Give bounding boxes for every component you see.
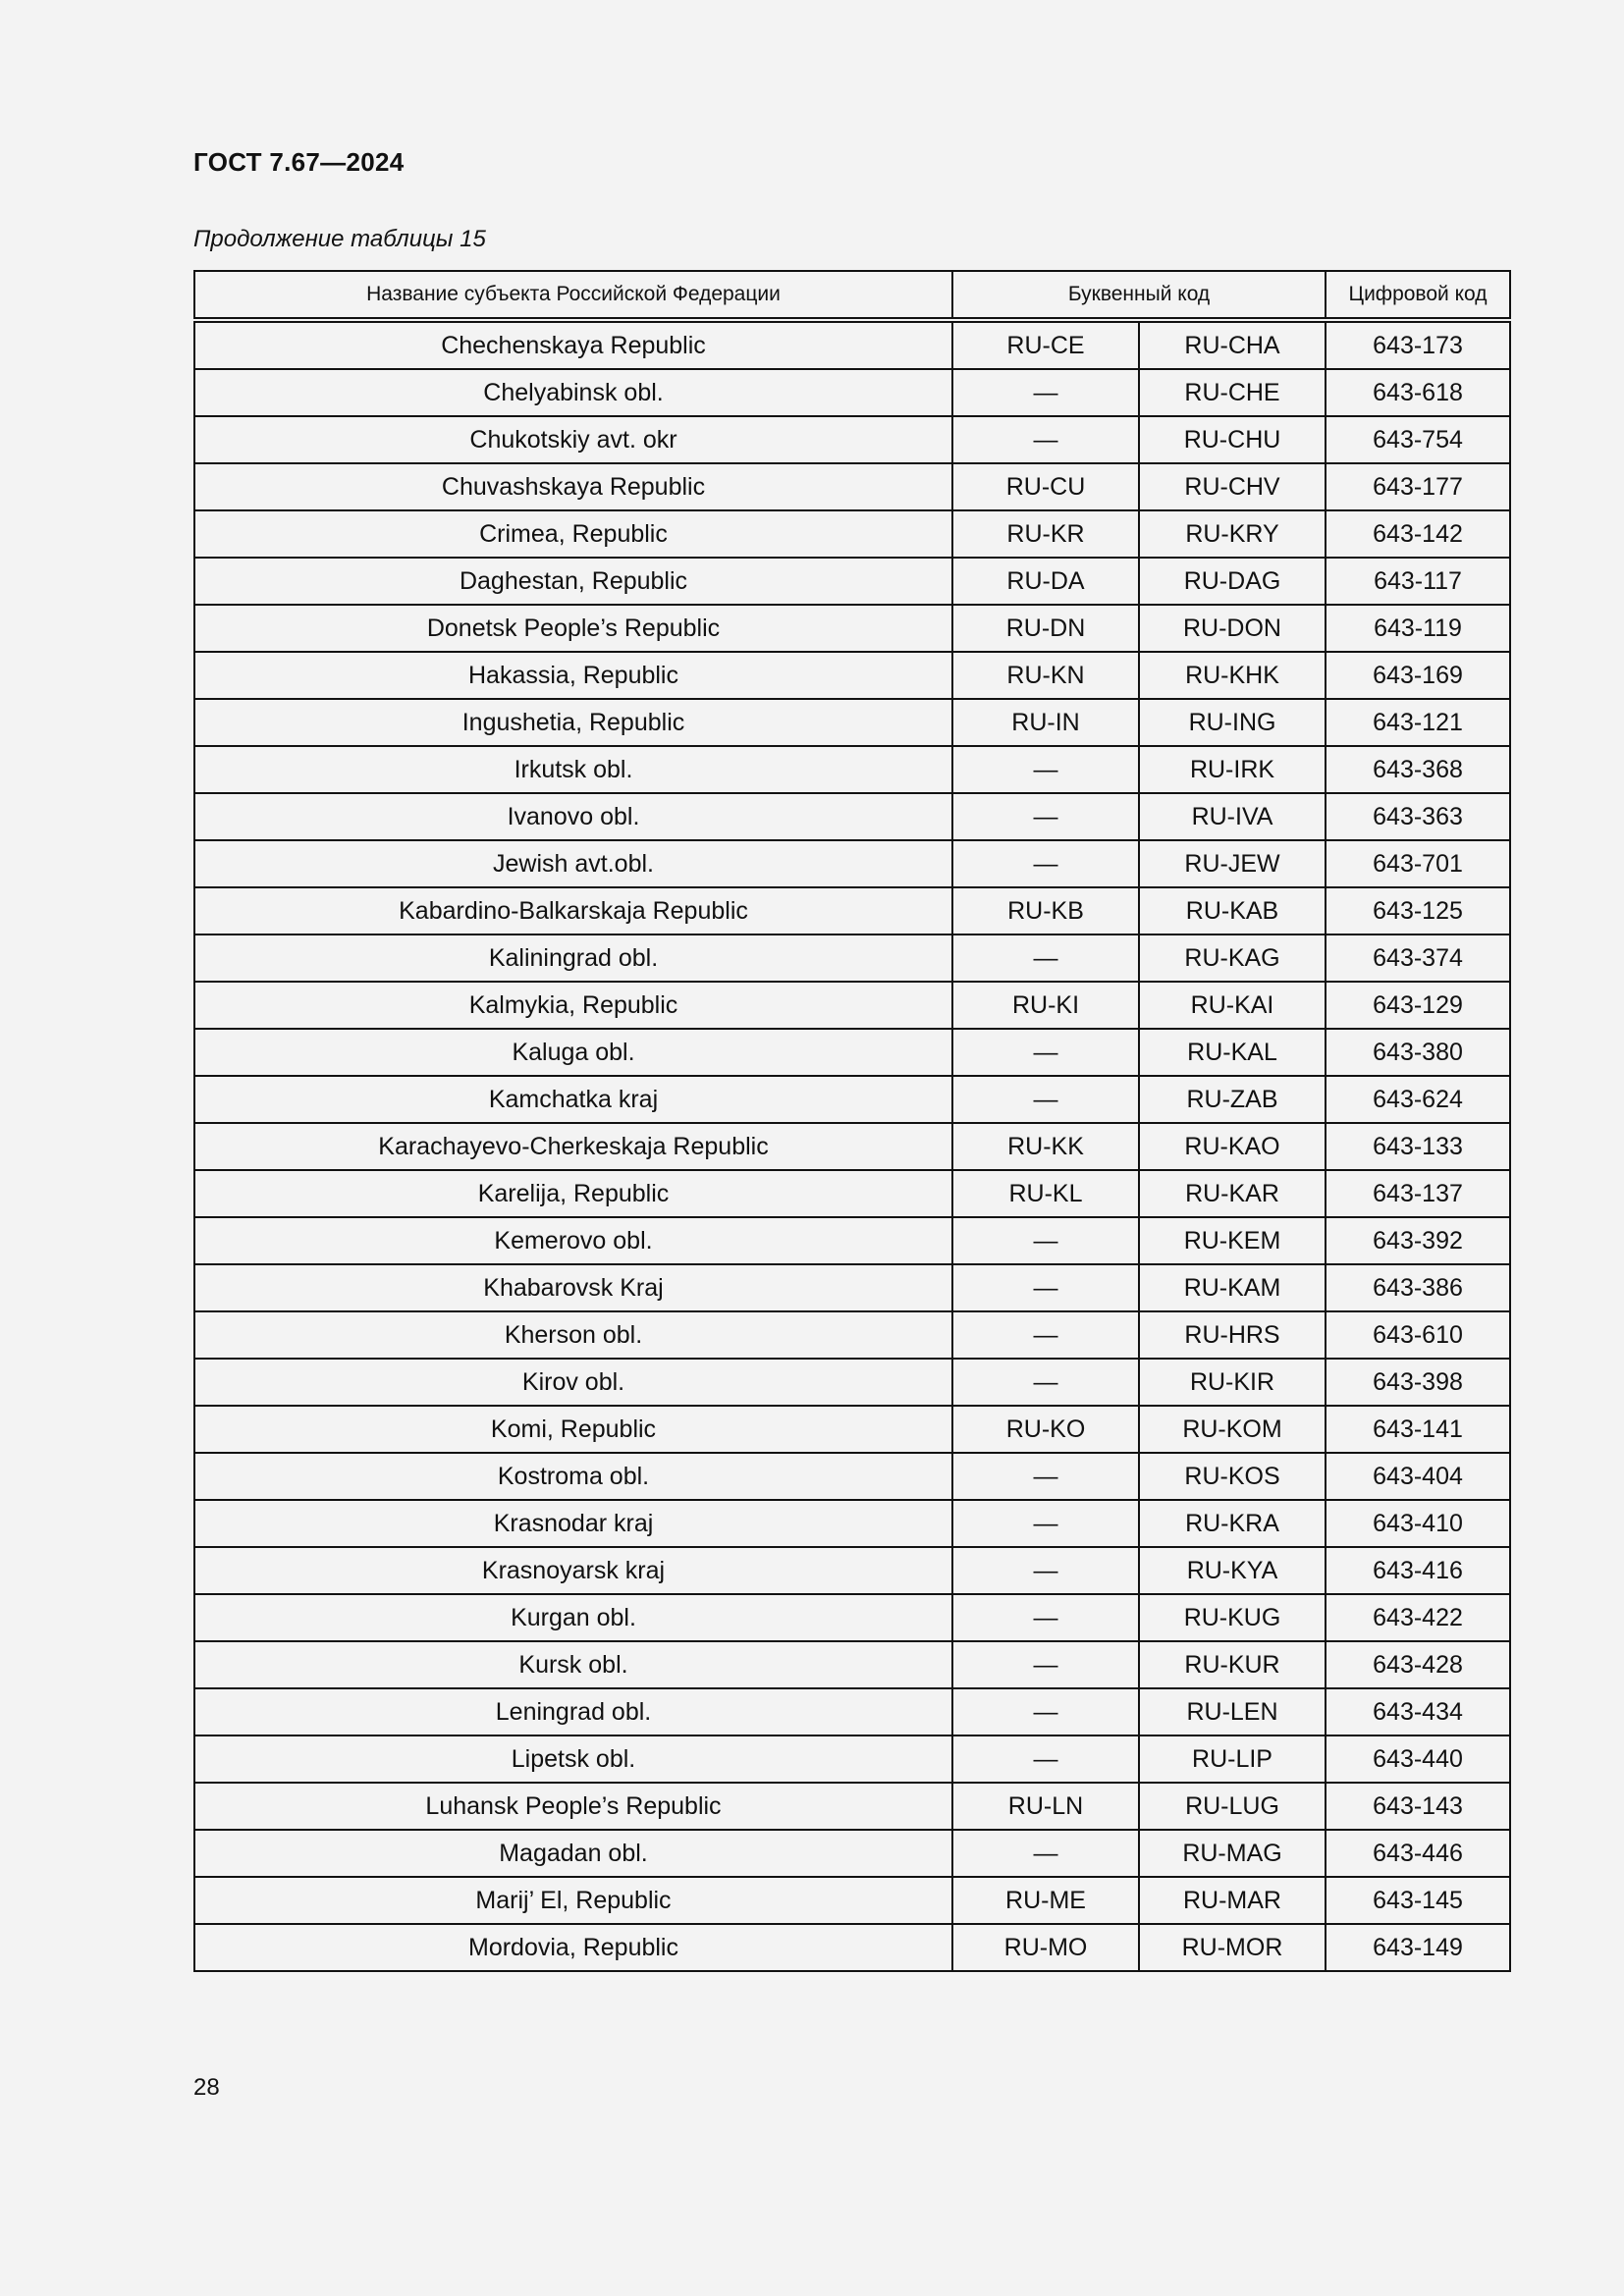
cell-numeric-code: 643-129: [1326, 982, 1510, 1029]
cell-alpha3-code: RU-KAR: [1139, 1170, 1326, 1217]
table-row: [194, 840, 1510, 887]
cell-subject-name: Kherson obl.: [194, 1311, 952, 1359]
cell-alpha2-code: —: [952, 1735, 1139, 1783]
cell-subject-name: Luhansk People’s Republic: [194, 1783, 952, 1830]
table-row: [194, 652, 1510, 699]
cell-subject-name: Magadan obl.: [194, 1830, 952, 1877]
cell-subject-name: Kaliningrad obl.: [194, 934, 952, 982]
cell-subject-name: Donetsk People’s Republic: [194, 605, 952, 652]
cell-numeric-code: 643-392: [1326, 1217, 1510, 1264]
cell-numeric-code: 643-416: [1326, 1547, 1510, 1594]
cell-numeric-code: 643-119: [1326, 605, 1510, 652]
cell-numeric-code: 643-137: [1326, 1170, 1510, 1217]
cell-subject-name: Kabardino-Balkarskaja Republic: [194, 887, 952, 934]
table-row: [194, 1830, 1510, 1877]
cell-numeric-code: 643-434: [1326, 1688, 1510, 1735]
cell-alpha3-code: RU-ING: [1139, 699, 1326, 746]
cell-alpha2-code: —: [952, 1359, 1139, 1406]
cell-alpha3-code: RU-LEN: [1139, 1688, 1326, 1735]
cell-subject-name: Khabarovsk Kraj: [194, 1264, 952, 1311]
table-row: [194, 1359, 1510, 1406]
cell-alpha2-code: —: [952, 1547, 1139, 1594]
cell-numeric-code: 643-125: [1326, 887, 1510, 934]
cell-alpha3-code: RU-KRY: [1139, 510, 1326, 558]
cell-alpha2-code: —: [952, 1217, 1139, 1264]
cell-subject-name: Ivanovo obl.: [194, 793, 952, 840]
cell-numeric-code: 643-149: [1326, 1924, 1510, 1971]
table-row: [194, 1877, 1510, 1924]
cell-alpha2-code: —: [952, 369, 1139, 416]
cell-subject-name: Crimea, Republic: [194, 510, 952, 558]
cell-numeric-code: 643-380: [1326, 1029, 1510, 1076]
table-row: [194, 746, 1510, 793]
cell-alpha3-code: RU-KAM: [1139, 1264, 1326, 1311]
cell-alpha3-code: RU-LIP: [1139, 1735, 1326, 1783]
cell-subject-name: Jewish avt.obl.: [194, 840, 952, 887]
cell-alpha2-code: RU-CU: [952, 463, 1139, 510]
cell-alpha2-code: RU-KR: [952, 510, 1139, 558]
cell-alpha3-code: RU-ZAB: [1139, 1076, 1326, 1123]
cell-subject-name: Ingushetia, Republic: [194, 699, 952, 746]
cell-subject-name: Krasnoyarsk kraj: [194, 1547, 952, 1594]
cell-alpha3-code: RU-DON: [1139, 605, 1326, 652]
cell-alpha2-code: RU-CE: [952, 320, 1139, 369]
table-row: [194, 1500, 1510, 1547]
cell-alpha3-code: RU-HRS: [1139, 1311, 1326, 1359]
cell-alpha3-code: RU-MAR: [1139, 1877, 1326, 1924]
cell-numeric-code: 643-422: [1326, 1594, 1510, 1641]
cell-subject-name: Hakassia, Republic: [194, 652, 952, 699]
cell-numeric-code: 643-754: [1326, 416, 1510, 463]
column-header-alpha-code: Буквенный код: [952, 271, 1326, 320]
table-row: [194, 1924, 1510, 1971]
cell-alpha2-code: RU-KI: [952, 982, 1139, 1029]
cell-subject-name: Irkutsk obl.: [194, 746, 952, 793]
cell-subject-name: Lipetsk obl.: [194, 1735, 952, 1783]
table-row: [194, 1217, 1510, 1264]
cell-alpha3-code: RU-KAI: [1139, 982, 1326, 1029]
cell-alpha2-code: —: [952, 1311, 1139, 1359]
cell-alpha3-code: RU-KAO: [1139, 1123, 1326, 1170]
cell-numeric-code: 643-143: [1326, 1783, 1510, 1830]
cell-alpha2-code: —: [952, 746, 1139, 793]
cell-alpha2-code: RU-KL: [952, 1170, 1139, 1217]
cell-alpha3-code: RU-KAG: [1139, 934, 1326, 982]
cell-alpha3-code: RU-KEM: [1139, 1217, 1326, 1264]
cell-alpha2-code: —: [952, 1264, 1139, 1311]
cell-numeric-code: 643-610: [1326, 1311, 1510, 1359]
table-row: [194, 1029, 1510, 1076]
cell-subject-name: Kamchatka kraj: [194, 1076, 952, 1123]
cell-numeric-code: 643-368: [1326, 746, 1510, 793]
table-row: [194, 1594, 1510, 1641]
table-row: [194, 934, 1510, 982]
cell-numeric-code: 643-173: [1326, 320, 1510, 369]
cell-alpha3-code: RU-KYA: [1139, 1547, 1326, 1594]
cell-alpha2-code: —: [952, 1688, 1139, 1735]
cell-alpha2-code: RU-KK: [952, 1123, 1139, 1170]
column-header-name: Название субъекта Российской Федерации: [194, 271, 952, 320]
cell-numeric-code: 643-145: [1326, 1877, 1510, 1924]
region-codes-table: [193, 270, 1511, 1972]
cell-alpha3-code: RU-LUG: [1139, 1783, 1326, 1830]
cell-alpha2-code: —: [952, 793, 1139, 840]
cell-subject-name: Karachayevo-Cherkeskaja Republic: [194, 1123, 952, 1170]
cell-alpha2-code: —: [952, 1641, 1139, 1688]
table-row: [194, 1264, 1510, 1311]
table-row: [194, 369, 1510, 416]
cell-subject-name: Komi, Republic: [194, 1406, 952, 1453]
cell-alpha2-code: —: [952, 840, 1139, 887]
cell-numeric-code: 643-374: [1326, 934, 1510, 982]
cell-numeric-code: 643-117: [1326, 558, 1510, 605]
table-row: [194, 416, 1510, 463]
cell-alpha3-code: RU-DAG: [1139, 558, 1326, 605]
table-row: [194, 1641, 1510, 1688]
cell-alpha3-code: RU-KUG: [1139, 1594, 1326, 1641]
cell-subject-name: Chelyabinsk obl.: [194, 369, 952, 416]
cell-subject-name: Chuvashskaya Republic: [194, 463, 952, 510]
table-row: [194, 982, 1510, 1029]
cell-numeric-code: 643-142: [1326, 510, 1510, 558]
cell-alpha3-code: RU-MOR: [1139, 1924, 1326, 1971]
table-row: [194, 605, 1510, 652]
cell-subject-name: Marij’ El, Republic: [194, 1877, 952, 1924]
table-row: [194, 510, 1510, 558]
cell-alpha2-code: —: [952, 1076, 1139, 1123]
cell-subject-name: Kurgan obl.: [194, 1594, 952, 1641]
cell-alpha2-code: —: [952, 1453, 1139, 1500]
cell-alpha3-code: RU-CHE: [1139, 369, 1326, 416]
cell-subject-name: Kursk obl.: [194, 1641, 952, 1688]
cell-subject-name: Kostroma obl.: [194, 1453, 952, 1500]
table-row: [194, 1735, 1510, 1783]
table-header-row: [194, 271, 1510, 320]
table-row: [194, 1688, 1510, 1735]
cell-subject-name: Leningrad obl.: [194, 1688, 952, 1735]
cell-alpha2-code: RU-KN: [952, 652, 1139, 699]
cell-alpha3-code: RU-KHK: [1139, 652, 1326, 699]
table-row: [194, 1783, 1510, 1830]
cell-alpha2-code: —: [952, 1594, 1139, 1641]
cell-numeric-code: 643-133: [1326, 1123, 1510, 1170]
cell-subject-name: Kirov obl.: [194, 1359, 952, 1406]
cell-numeric-code: 643-404: [1326, 1453, 1510, 1500]
cell-numeric-code: 643-624: [1326, 1076, 1510, 1123]
cell-subject-name: Karelija, Republic: [194, 1170, 952, 1217]
cell-alpha3-code: RU-CHA: [1139, 320, 1326, 369]
cell-alpha2-code: RU-KO: [952, 1406, 1139, 1453]
cell-alpha3-code: RU-KRA: [1139, 1500, 1326, 1547]
cell-numeric-code: 643-177: [1326, 463, 1510, 510]
table-row: [194, 1076, 1510, 1123]
cell-subject-name: Kaluga obl.: [194, 1029, 952, 1076]
cell-numeric-code: 643-363: [1326, 793, 1510, 840]
table-row: [194, 793, 1510, 840]
cell-numeric-code: 643-446: [1326, 1830, 1510, 1877]
cell-numeric-code: 643-141: [1326, 1406, 1510, 1453]
cell-numeric-code: 643-701: [1326, 840, 1510, 887]
cell-subject-name: Chukotskiy avt. okr: [194, 416, 952, 463]
table-row: [194, 1547, 1510, 1594]
cell-numeric-code: 643-169: [1326, 652, 1510, 699]
cell-subject-name: Kalmykia, Republic: [194, 982, 952, 1029]
cell-alpha3-code: RU-CHU: [1139, 416, 1326, 463]
cell-alpha2-code: RU-ME: [952, 1877, 1139, 1924]
cell-alpha2-code: —: [952, 1830, 1139, 1877]
table-row: [194, 887, 1510, 934]
cell-subject-name: Kemerovo obl.: [194, 1217, 952, 1264]
table-row: [194, 463, 1510, 510]
table-header: [194, 271, 1510, 320]
cell-alpha3-code: RU-KOS: [1139, 1453, 1326, 1500]
cell-numeric-code: 643-398: [1326, 1359, 1510, 1406]
cell-alpha3-code: RU-KAL: [1139, 1029, 1326, 1076]
cell-alpha3-code: RU-KUR: [1139, 1641, 1326, 1688]
cell-numeric-code: 643-428: [1326, 1641, 1510, 1688]
column-header-numeric-code: Цифровой код: [1326, 271, 1510, 320]
cell-subject-name: Daghestan, Republic: [194, 558, 952, 605]
table-row: [194, 1453, 1510, 1500]
table-row: [194, 1123, 1510, 1170]
table-row: [194, 1311, 1510, 1359]
table-row: [194, 320, 1510, 369]
table-body: [194, 320, 1510, 1971]
cell-alpha3-code: RU-MAG: [1139, 1830, 1326, 1877]
cell-alpha3-code: RU-JEW: [1139, 840, 1326, 887]
cell-alpha3-code: RU-CHV: [1139, 463, 1326, 510]
page-number: 28: [193, 2074, 220, 2101]
cell-numeric-code: 643-386: [1326, 1264, 1510, 1311]
table-row: [194, 558, 1510, 605]
cell-numeric-code: 643-121: [1326, 699, 1510, 746]
cell-alpha2-code: RU-IN: [952, 699, 1139, 746]
cell-numeric-code: 643-410: [1326, 1500, 1510, 1547]
document-header: ГОСТ 7.67—2024: [193, 147, 405, 177]
cell-alpha3-code: RU-KIR: [1139, 1359, 1326, 1406]
cell-alpha2-code: —: [952, 416, 1139, 463]
cell-alpha2-code: RU-DN: [952, 605, 1139, 652]
table-caption: Продолжение таблицы 15: [193, 226, 486, 252]
cell-alpha2-code: RU-DA: [952, 558, 1139, 605]
cell-subject-name: Krasnodar kraj: [194, 1500, 952, 1547]
cell-alpha2-code: RU-KB: [952, 887, 1139, 934]
cell-alpha2-code: —: [952, 1500, 1139, 1547]
cell-alpha3-code: RU-IVA: [1139, 793, 1326, 840]
cell-alpha3-code: RU-IRK: [1139, 746, 1326, 793]
cell-alpha3-code: RU-KOM: [1139, 1406, 1326, 1453]
cell-numeric-code: 643-618: [1326, 369, 1510, 416]
table-row: [194, 1406, 1510, 1453]
cell-alpha2-code: RU-LN: [952, 1783, 1139, 1830]
cell-alpha2-code: —: [952, 934, 1139, 982]
cell-subject-name: Mordovia, Republic: [194, 1924, 952, 1971]
cell-alpha2-code: —: [952, 1029, 1139, 1076]
cell-alpha2-code: RU-MO: [952, 1924, 1139, 1971]
table-row: [194, 699, 1510, 746]
cell-alpha3-code: RU-KAB: [1139, 887, 1326, 934]
cell-subject-name: Chechenskaya Republic: [194, 320, 952, 369]
table-row: [194, 1170, 1510, 1217]
cell-numeric-code: 643-440: [1326, 1735, 1510, 1783]
